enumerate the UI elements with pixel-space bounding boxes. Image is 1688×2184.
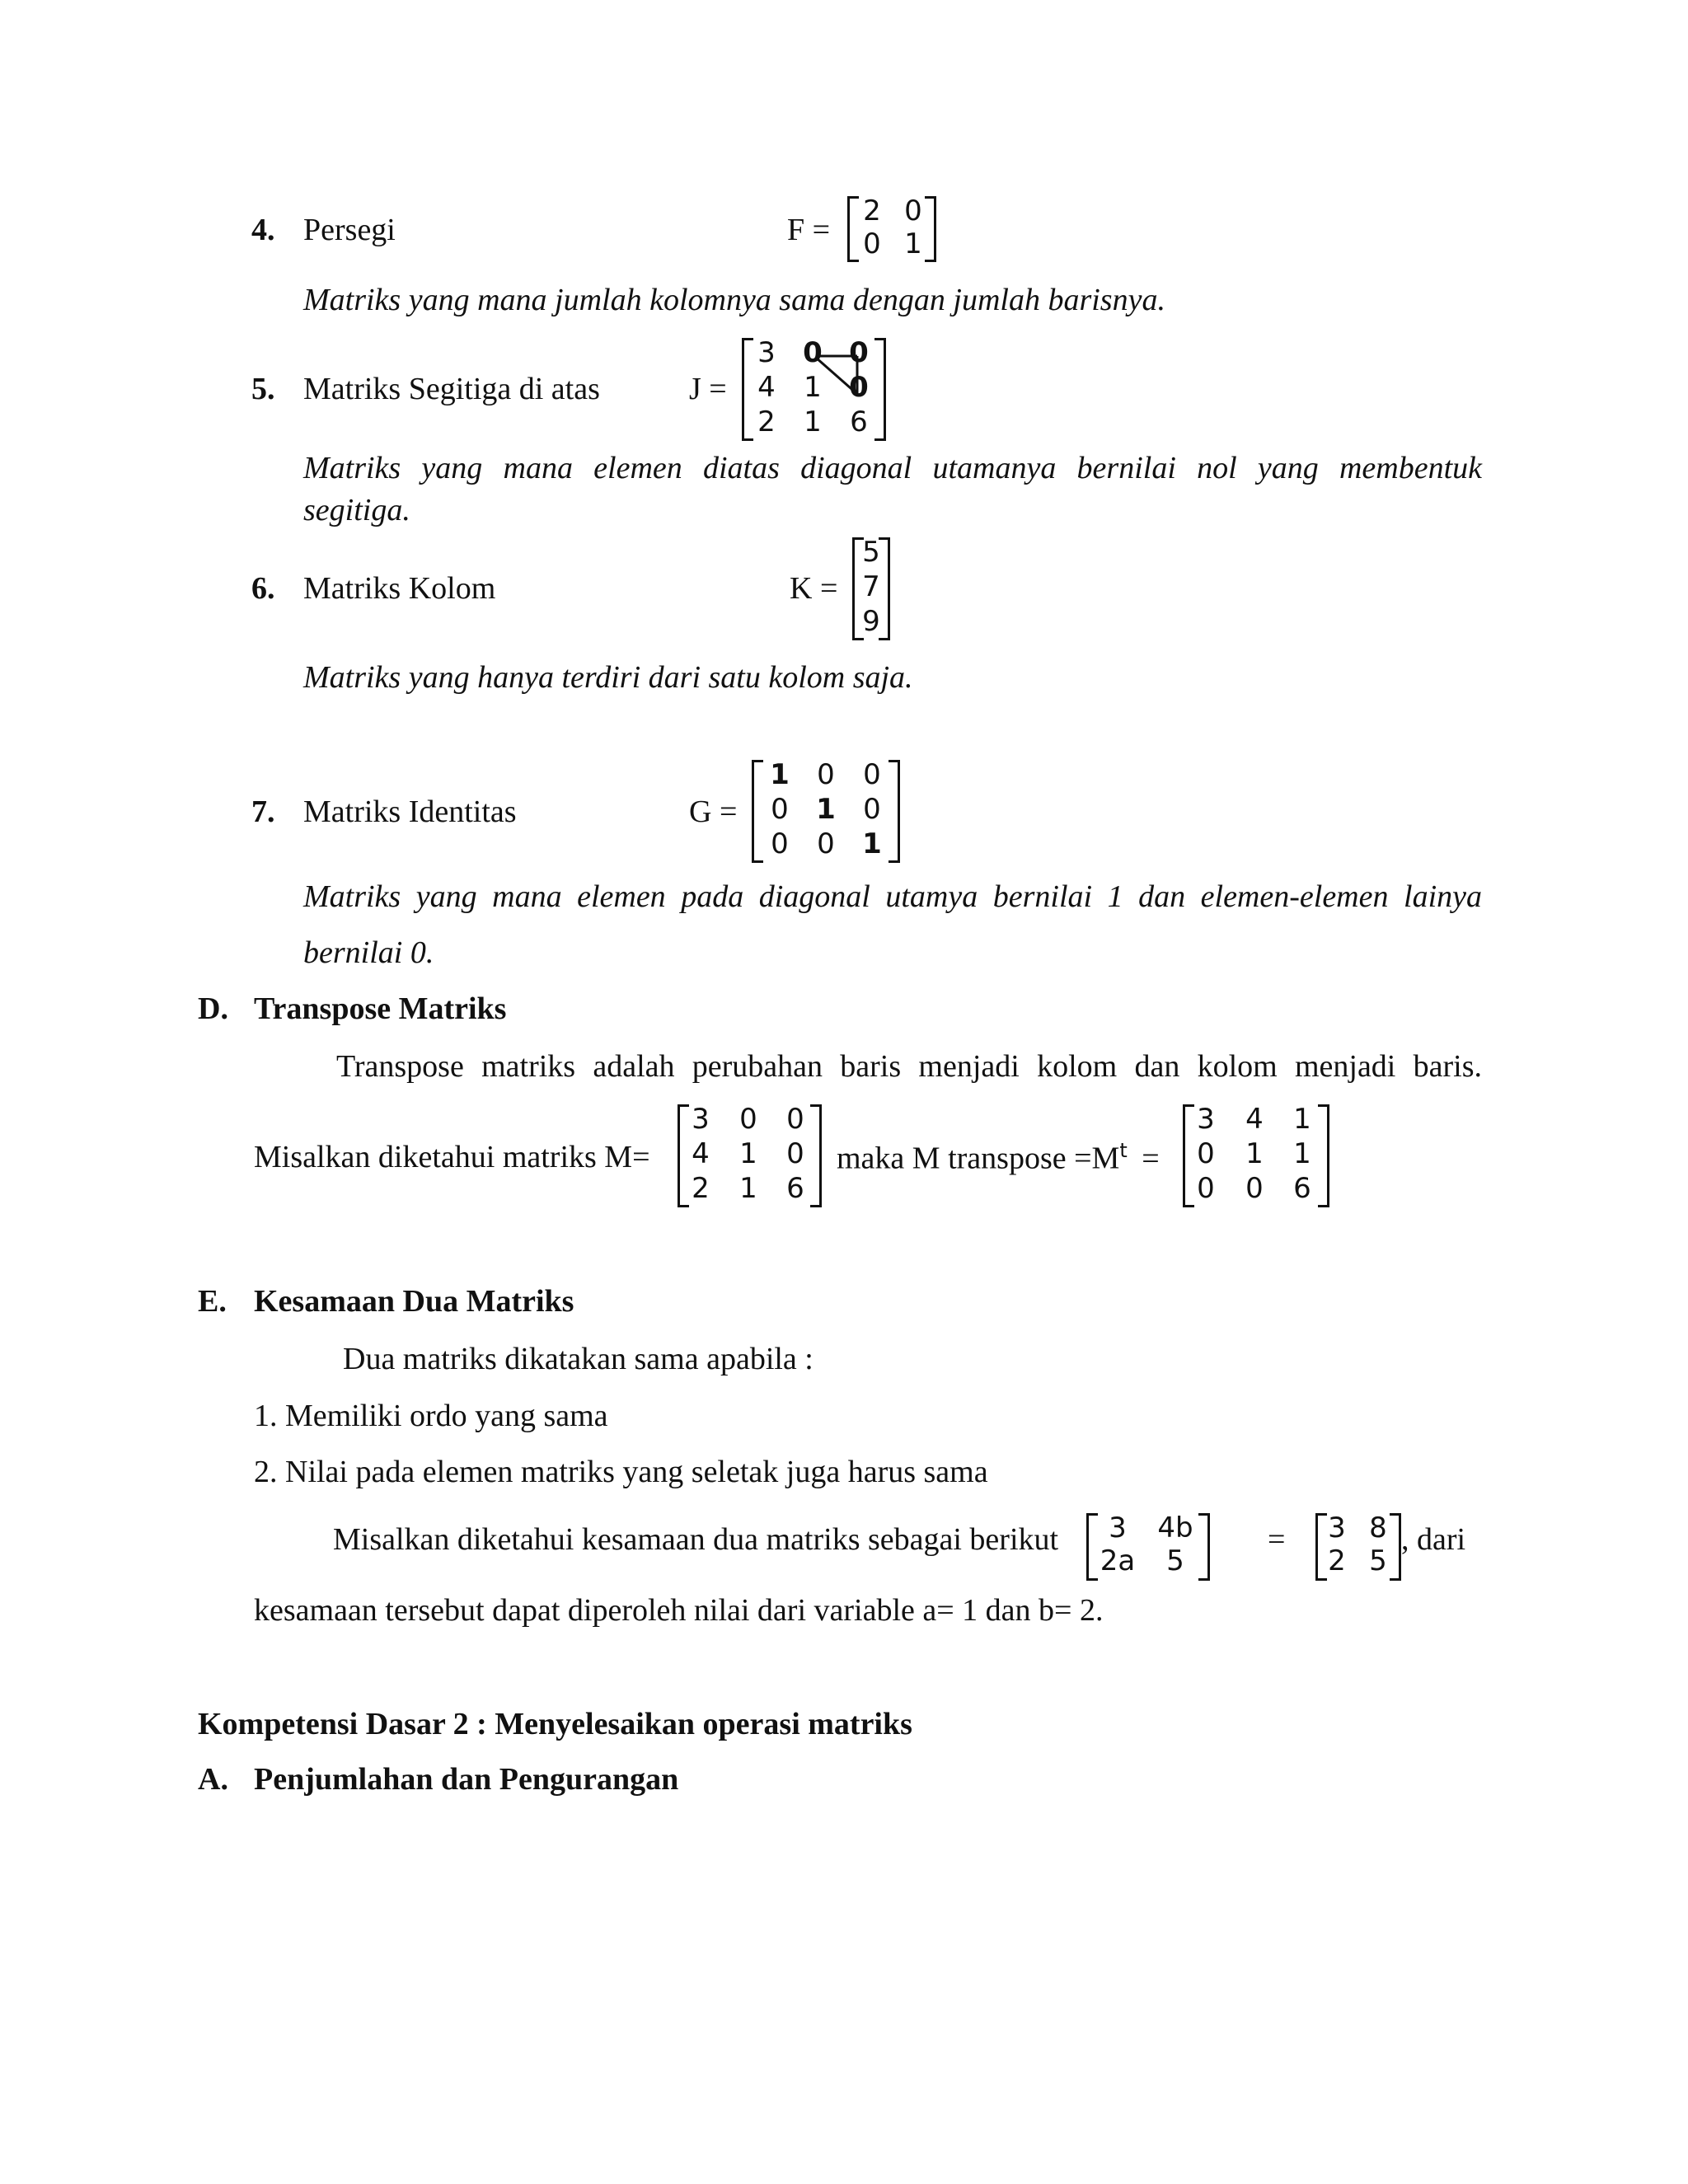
matrix-cell: 1 [816, 793, 836, 826]
competency-heading: Kompetensi Dasar 2 : Menyelesaikan operasi matriks [198, 1707, 912, 1741]
matrix-cell: 0 [817, 827, 835, 860]
matrix-cell: 5 [1166, 1544, 1184, 1577]
item-description: Matriks yang mana elemen pada diagonal utamya bernilai 1 dan elemen-elemen lainya [303, 879, 1482, 914]
item-description: Matriks yang hanya terdiri dari satu kolom saja. [303, 660, 913, 695]
item-description-cont: segitiga. [303, 493, 410, 527]
matrix-m [678, 1104, 822, 1207]
matrix-name: G = [689, 794, 738, 829]
matrix-cell: 4 [692, 1137, 710, 1170]
matrix-cell: 6 [850, 405, 868, 438]
matrix-cell: 0 [771, 827, 789, 860]
matrix-g [752, 760, 900, 863]
transpose-middle [837, 1139, 1160, 1177]
equals-sign: = [1268, 1522, 1286, 1557]
matrix-cell: 0 [786, 1137, 804, 1170]
section-paragraph: Dua matriks dikatakan sama apabila : [343, 1342, 814, 1376]
matrix-cell: 3 [1197, 1103, 1215, 1136]
section-title: Penjumlahan dan Pengurangan [254, 1762, 679, 1797]
matrix-cell: 1 [739, 1137, 757, 1170]
matrix-cell: 9 [862, 605, 880, 638]
matrix-cell: 1 [1293, 1137, 1311, 1170]
matrix-cell: 4 [1245, 1103, 1264, 1136]
transpose-superscript: t [1119, 1139, 1128, 1162]
matrix-cell: 1 [1245, 1137, 1264, 1170]
matrix-name: K = [790, 571, 838, 606]
matrix-cell: 3 [1109, 1511, 1127, 1544]
matrix-b [1315, 1513, 1401, 1581]
matrix-cell: 2 [1328, 1544, 1346, 1577]
matrix-cell: 0 [863, 793, 881, 826]
matrix-cell: 1 [804, 405, 822, 438]
transpose-lead: Misalkan diketahui matriks M= [254, 1140, 650, 1174]
section-title: Transpose Matriks [254, 991, 507, 1026]
matrix-name: J = [689, 372, 727, 406]
matrix-cell: 0 [1197, 1172, 1215, 1205]
matrix-cell: 7 [862, 570, 880, 603]
section-title: Kesamaan Dua Matriks [254, 1284, 574, 1319]
matrix-cell: 4 [757, 371, 776, 404]
matrix-cell: 6 [786, 1172, 804, 1205]
list-item: 2. Nilai pada elemen matriks yang seletak juga harus sama [254, 1455, 988, 1489]
matrix-cell: 0 [771, 793, 789, 826]
matrix-cell: 6 [1293, 1172, 1311, 1205]
section-letter: E. [198, 1284, 227, 1319]
matrix-cell: 1 [904, 227, 922, 260]
matrix-cell: 0 [863, 227, 881, 260]
matrix-cell: 1 [862, 827, 882, 860]
item-label: Matriks Segitiga di atas [303, 372, 600, 406]
item-description-cont: bernilai 0. [303, 935, 434, 970]
transpose-middle-text: maka M transpose =M [837, 1141, 1120, 1176]
matrix-cell: 2a [1100, 1544, 1136, 1577]
matrix-name: F = [787, 213, 831, 247]
item-label: Matriks Identitas [303, 794, 517, 829]
equals-sign: = [1142, 1141, 1160, 1176]
matrix-f [847, 196, 936, 262]
item-description: Matriks yang mana elemen diatas diagonal utamanya bernilai nol yang membentuk [303, 451, 1482, 485]
matrix-j [742, 338, 886, 441]
section-letter: A. [198, 1762, 228, 1797]
matrix-cell: 0 [786, 1103, 804, 1136]
matrix-cell: 3 [692, 1103, 710, 1136]
matrix-cell: 0 [739, 1103, 757, 1136]
matrix-cell: 5 [1369, 1544, 1387, 1577]
example-lead: Misalkan diketahui kesamaan dua matriks sebagai berikut [333, 1522, 1059, 1557]
matrix-cell: 0 [1197, 1137, 1215, 1170]
matrix-cell: 0 [1245, 1172, 1264, 1205]
section-letter: D. [198, 991, 228, 1026]
matrix-cell: 3 [757, 336, 776, 369]
item-number: 6. [251, 571, 275, 606]
item-label: Matriks Kolom [303, 571, 496, 606]
matrix-cell: 0 [849, 336, 869, 369]
matrix-cell: 5 [862, 536, 880, 569]
section-paragraph: Transpose matriks adalah perubahan baris menjadi kolom dan kolom menjadi baris. [336, 1049, 1482, 1084]
item-description: Matriks yang mana jumlah kolomnya sama dengan jumlah barisnya. [303, 283, 1165, 317]
matrix-m-transpose [1183, 1104, 1329, 1207]
matrix-cell: 2 [692, 1172, 710, 1205]
matrix-cell: 0 [803, 336, 823, 369]
example-trailing: , dari [1401, 1522, 1466, 1557]
matrix-cell: 8 [1369, 1511, 1387, 1544]
matrix-cell: 0 [817, 758, 835, 791]
item-number: 5. [251, 372, 275, 406]
matrix-cell: 1 [770, 758, 790, 791]
item-label: Persegi [303, 213, 396, 247]
item-number: 4. [251, 213, 275, 247]
matrix-cell: 2 [863, 194, 881, 227]
matrix-cell: 2 [757, 405, 776, 438]
item-number: 7. [251, 794, 275, 829]
matrix-cell: 3 [1328, 1511, 1346, 1544]
matrix-cell: 1 [1293, 1103, 1311, 1136]
matrix-k [852, 537, 890, 640]
matrix-cell: 4b [1157, 1511, 1193, 1544]
matrix-cell: 1 [739, 1172, 757, 1205]
matrix-cell: 0 [863, 758, 881, 791]
example-conclusion: kesamaan tersebut dapat diperoleh nilai dari variable a= 1 dan b= 2. [254, 1593, 1104, 1628]
list-item: 1. Memiliki ordo yang sama [254, 1399, 608, 1433]
matrix-cell: 0 [904, 194, 922, 227]
matrix-cell: 0 [849, 371, 869, 404]
matrix-cell: 1 [804, 371, 822, 404]
matrix-a [1086, 1513, 1210, 1581]
